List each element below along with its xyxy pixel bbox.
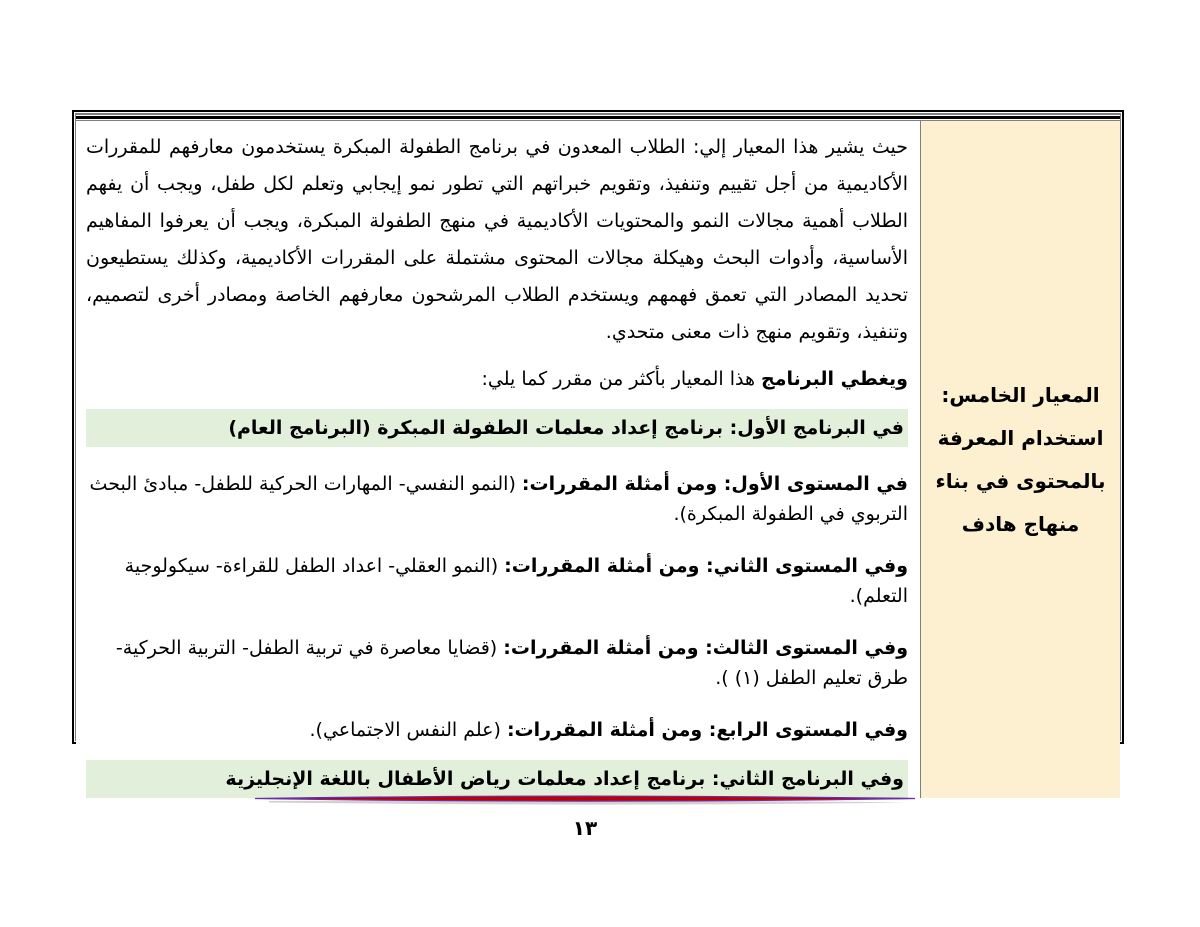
level-3-list: (قضايا معاصرة في تربية الطفل- التربية الحركية- طرق تعليم الطفل (١) ). bbox=[115, 637, 908, 689]
standard-title bbox=[921, 374, 1120, 546]
divider-rule bbox=[255, 796, 915, 801]
standard-body-cell bbox=[76, 121, 920, 798]
standard-table bbox=[72, 110, 1124, 790]
standard-title-line-1: المعيار الخامس: bbox=[941, 382, 1100, 407]
level-2-courses bbox=[86, 551, 908, 611]
row-separator-line bbox=[76, 116, 1120, 119]
level-4-list: (علم النفس الاجتماعي). bbox=[309, 719, 507, 741]
standard-title-line-2: استخدام المعرفة bbox=[937, 425, 1104, 450]
standard-body-content bbox=[76, 121, 920, 798]
standard-description: حيث يشير هذا المعيار إلي: الطلاب المعدون في برنامج الطفولة المبكرة يستخدمون معارفهم للمقررات الأكاديمية من أجل تقييم وتنفيذ، وتقويم خبراتهم التي تطور نمو إيجابي وتعلم لكل طفل، ويجب أن يفهم الطلاب أهمية مجالات النمو والمحتويات الأكاديمية في منهج الطفولة المبكرة، ويجب أن يعرفوا المفاهيم الأساسية، وأدوات البحث وهيكلة مجالات المحتوى مشتملة على المقررات الأكاديمية، وكذلك يستطيعون تحديد المصادر التي تعمق فهمهم ويستخدم الطلاب المرشحون معارفهم الخاصة ومصادر أخرى لتصميم، وتنفيذ، وتقويم منهج ذات معنى متحدي. bbox=[86, 136, 908, 343]
level-2-list: (النمو العقلي- اعداد الطفل للقراءة- سيكولوجية التعلم). bbox=[124, 555, 908, 607]
table-body-row bbox=[76, 120, 1120, 798]
table-inner-border bbox=[75, 113, 1121, 790]
decorative-divider bbox=[255, 792, 915, 808]
level-1-courses bbox=[86, 469, 908, 529]
page-number: ١٣ bbox=[572, 816, 598, 840]
level-3-label: وفي المستوى الثالث: ومن أمثلة المقررات: bbox=[503, 637, 908, 659]
program-2-heading: وفي البرنامج الثاني: برنامج إعداد معلمات رياض الأطفال باللغة الإنجليزية bbox=[86, 760, 908, 798]
standard-title-cell bbox=[920, 121, 1120, 798]
coverage-note-bold: ويغطي البرنامج bbox=[761, 368, 908, 390]
level-1-list: (النمو النفسي- المهارات الحركية للطفل- مبادئ البحث التربوي في الطفولة المبكرة). bbox=[89, 473, 908, 525]
level-2-label: وفي المستوى الثاني: ومن أمثلة المقررات: bbox=[504, 555, 908, 577]
program-1-heading: في البرنامج الأول: برنامج إعداد معلمات الطفولة المبكرة (البرنامج العام) bbox=[86, 409, 908, 447]
coverage-note bbox=[86, 364, 908, 394]
standard-title-line-4: منهاج هادف bbox=[961, 511, 1080, 536]
divider-graphic bbox=[255, 792, 915, 808]
level-4-label: وفي المستوى الرابع: ومن أمثلة المقررات: bbox=[506, 719, 908, 741]
standard-title-line-3: بالمحتوى في بناء bbox=[935, 468, 1106, 493]
level-3-courses bbox=[86, 633, 908, 693]
level-4-courses bbox=[86, 715, 908, 745]
level-1-label: في المستوى الأول: ومن أمثلة المقررات: bbox=[521, 473, 908, 495]
coverage-note-rest: هذا المعيار بأكثر من مقرر كما يلي: bbox=[481, 368, 762, 390]
